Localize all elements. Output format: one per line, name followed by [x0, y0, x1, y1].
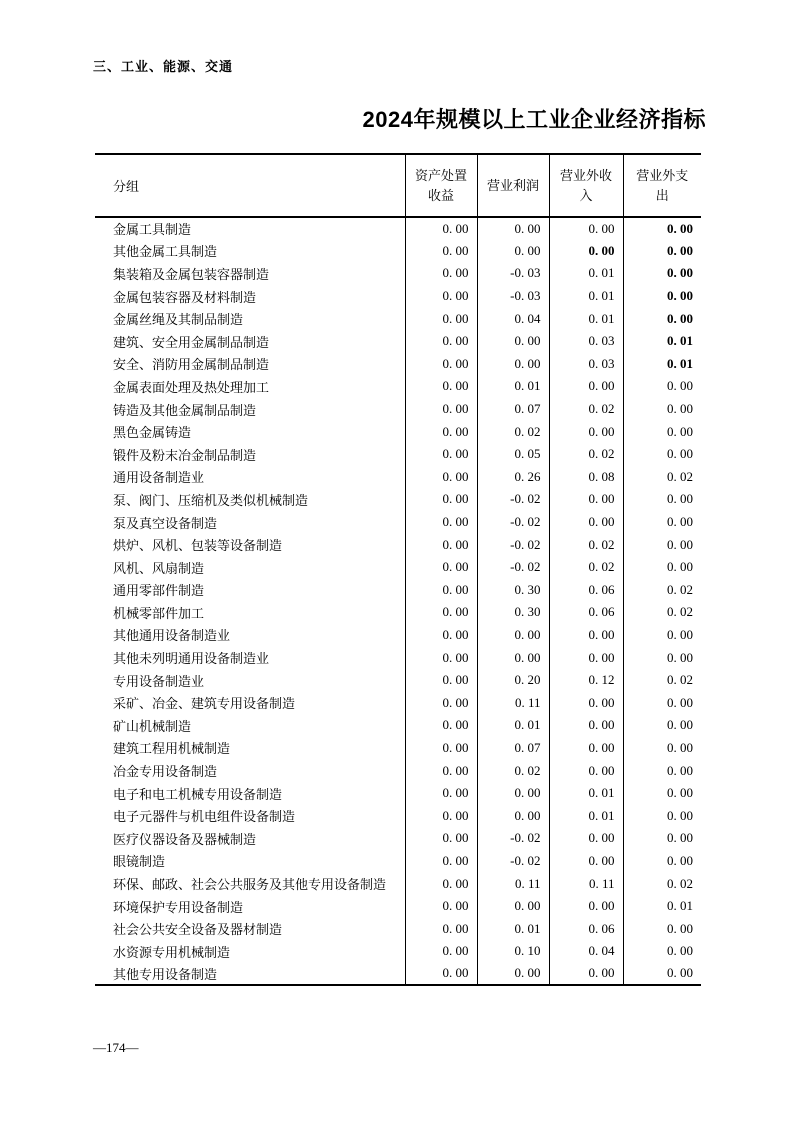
value-cell: 0. 00	[549, 691, 623, 714]
value-cell: 0. 00	[405, 556, 477, 579]
value-cell: 0. 00	[477, 646, 549, 669]
value-cell: 0. 00	[623, 646, 701, 669]
row-label: 环保、邮政、社会公共服务及其他专用设备制造	[113, 877, 387, 893]
row-label: 泵、阀门、压缩机及类似机械制造	[113, 492, 309, 508]
table-row	[95, 714, 701, 737]
value-cell: 0. 10	[477, 940, 549, 963]
value-cell: 0. 11	[549, 872, 623, 895]
table-row	[95, 759, 701, 782]
table-row	[95, 217, 701, 240]
value-cell: 0. 03	[549, 330, 623, 353]
table-row	[95, 737, 701, 760]
row-label: 金属包装容器及材料制造	[113, 289, 257, 305]
value-cell: 0. 00	[623, 511, 701, 534]
table-row	[95, 375, 701, 398]
table-row	[95, 827, 701, 850]
row-label: 社会公共安全设备及器材制造	[113, 922, 283, 938]
table-row	[95, 488, 701, 511]
table-row	[95, 872, 701, 895]
row-label: 通用零部件制造	[113, 583, 205, 599]
table-row	[95, 420, 701, 443]
table-row	[95, 895, 701, 918]
value-cell: 0. 00	[405, 285, 477, 308]
value-cell: 0. 02	[549, 443, 623, 466]
table-row	[95, 850, 701, 873]
row-label: 其他通用设备制造业	[113, 628, 231, 644]
value-cell: 0. 02	[477, 420, 549, 443]
column-header-asset-disposal-income: 资产处置收益	[405, 154, 477, 217]
value-cell: 0. 06	[549, 579, 623, 602]
row-label: 集装箱及金属包装容器制造	[113, 266, 270, 282]
table-row	[95, 398, 701, 421]
value-cell: 0. 00	[405, 624, 477, 647]
value-cell: 0. 00	[623, 917, 701, 940]
value-cell: -0. 02	[477, 850, 549, 873]
value-cell: 0. 00	[405, 240, 477, 263]
row-label: 建筑工程用机械制造	[113, 741, 231, 757]
value-cell: 0. 00	[477, 330, 549, 353]
value-cell: 0. 00	[549, 963, 623, 986]
value-cell: -0. 02	[477, 556, 549, 579]
row-label: 专用设备制造业	[113, 673, 205, 689]
value-cell: 0. 01	[477, 917, 549, 940]
value-cell: 0. 11	[477, 691, 549, 714]
table-row	[95, 330, 701, 353]
value-cell: 0. 06	[549, 601, 623, 624]
value-cell: -0. 03	[477, 262, 549, 285]
value-cell: 0. 00	[405, 353, 477, 376]
value-cell: 0. 00	[405, 398, 477, 421]
value-cell: 0. 02	[623, 466, 701, 489]
value-cell: 0. 00	[623, 714, 701, 737]
row-label: 机械零部件加工	[113, 605, 205, 621]
column-header-operating-profit: 营业利润	[477, 154, 549, 217]
table-row	[95, 533, 701, 556]
value-cell: 0. 04	[477, 307, 549, 330]
value-cell: 0. 00	[623, 940, 701, 963]
table-row	[95, 579, 701, 602]
value-cell: 0. 05	[477, 443, 549, 466]
value-cell: 0. 02	[477, 759, 549, 782]
value-cell: 0. 00	[623, 737, 701, 760]
value-cell: 0. 30	[477, 579, 549, 602]
value-cell: 0. 00	[623, 262, 701, 285]
value-cell: 0. 00	[549, 850, 623, 873]
value-cell: 0. 00	[405, 375, 477, 398]
value-cell: 0. 02	[549, 533, 623, 556]
value-cell: 0. 00	[405, 466, 477, 489]
value-cell: 0. 02	[623, 872, 701, 895]
value-cell: 0. 00	[549, 488, 623, 511]
table-row	[95, 804, 701, 827]
row-label: 眼镜制造	[113, 854, 166, 870]
value-cell: 0. 00	[623, 759, 701, 782]
value-cell: 0. 00	[405, 511, 477, 534]
indicators-table	[95, 153, 701, 986]
value-cell: 0. 00	[477, 624, 549, 647]
section-header: 三、工业、能源、交通	[93, 59, 234, 74]
row-label: 其他专用设备制造	[113, 966, 218, 982]
value-cell: 0. 00	[477, 895, 549, 918]
value-cell: 0. 00	[405, 782, 477, 805]
value-cell: 0. 01	[623, 353, 701, 376]
value-cell: 0. 00	[405, 895, 477, 918]
value-cell: 0. 00	[623, 217, 701, 240]
value-cell: 0. 01	[549, 782, 623, 805]
value-cell: 0. 00	[405, 872, 477, 895]
value-cell: 0. 06	[549, 917, 623, 940]
value-cell: 0. 07	[477, 398, 549, 421]
table-row	[95, 307, 701, 330]
value-cell: 0. 00	[623, 827, 701, 850]
row-label: 矿山机械制造	[113, 718, 192, 734]
value-cell: 0. 00	[477, 240, 549, 263]
row-label: 其他未列明通用设备制造业	[113, 651, 270, 667]
value-cell: 0. 00	[623, 398, 701, 421]
value-cell: 0. 00	[623, 375, 701, 398]
value-cell: 0. 00	[549, 827, 623, 850]
value-cell: 0. 00	[549, 759, 623, 782]
value-cell: 0. 00	[623, 307, 701, 330]
row-label: 电子元器件与机电组件设备制造	[113, 809, 296, 825]
value-cell: 0. 02	[623, 579, 701, 602]
row-label: 采矿、冶金、建筑专用设备制造	[113, 696, 296, 712]
value-cell: 0. 01	[549, 307, 623, 330]
value-cell: 0. 00	[405, 330, 477, 353]
value-cell: 0. 00	[623, 804, 701, 827]
table-row	[95, 240, 701, 263]
value-cell: 0. 00	[549, 375, 623, 398]
value-cell: 0. 04	[549, 940, 623, 963]
table-header	[95, 154, 701, 217]
value-cell: 0. 00	[405, 827, 477, 850]
value-cell: 0. 07	[477, 737, 549, 760]
value-cell: 0. 01	[623, 895, 701, 918]
value-cell: 0. 00	[477, 804, 549, 827]
value-cell: 0. 00	[405, 217, 477, 240]
value-cell: 0. 00	[623, 443, 701, 466]
value-cell: 0. 00	[477, 782, 549, 805]
value-cell: -0. 02	[477, 488, 549, 511]
table-row	[95, 466, 701, 489]
table-row	[95, 443, 701, 466]
row-label: 铸造及其他金属制品制造	[113, 402, 257, 418]
value-cell: 0. 00	[477, 353, 549, 376]
page-title: 2024年规模以上工业企业经济指标	[362, 107, 706, 132]
value-cell: 0. 00	[623, 420, 701, 443]
table-row	[95, 917, 701, 940]
value-cell: 0. 00	[405, 804, 477, 827]
value-cell: -0. 02	[477, 533, 549, 556]
value-cell: 0. 00	[549, 895, 623, 918]
value-cell: 0. 00	[405, 307, 477, 330]
table-row	[95, 556, 701, 579]
value-cell: 0. 00	[405, 669, 477, 692]
value-cell: 0. 00	[623, 240, 701, 263]
table-row	[95, 353, 701, 376]
value-cell: 0. 00	[405, 691, 477, 714]
value-cell: 0. 26	[477, 466, 549, 489]
value-cell: 0. 02	[623, 601, 701, 624]
value-cell: 0. 00	[405, 262, 477, 285]
table-row	[95, 691, 701, 714]
row-label: 金属表面处理及热处理加工	[113, 379, 270, 395]
row-label: 风机、风扇制造	[113, 560, 205, 576]
value-cell: 0. 00	[623, 556, 701, 579]
table-row	[95, 601, 701, 624]
value-cell: 0. 01	[623, 330, 701, 353]
value-cell: 0. 00	[477, 963, 549, 986]
row-label: 水资源专用机械制造	[113, 944, 231, 960]
value-cell: 0. 11	[477, 872, 549, 895]
value-cell: 0. 00	[623, 533, 701, 556]
value-cell: 0. 00	[477, 217, 549, 240]
value-cell: 0. 00	[405, 737, 477, 760]
value-cell: 0. 02	[549, 398, 623, 421]
value-cell: 0. 00	[405, 714, 477, 737]
table-row	[95, 782, 701, 805]
page-number: —174—	[93, 1040, 139, 1055]
column-header-non-operating-income: 营业外收入	[549, 154, 623, 217]
value-cell: 0. 00	[405, 646, 477, 669]
value-cell: 0. 00	[549, 511, 623, 534]
row-label: 通用设备制造业	[113, 470, 205, 486]
value-cell: 0. 00	[405, 759, 477, 782]
row-label: 烘炉、风机、包装等设备制造	[113, 538, 283, 554]
table-row	[95, 669, 701, 692]
row-label: 建筑、安全用金属制品制造	[113, 334, 270, 350]
header-row	[95, 154, 701, 217]
value-cell: 0. 00	[405, 579, 477, 602]
value-cell: 0. 00	[405, 443, 477, 466]
value-cell: 0. 03	[549, 353, 623, 376]
row-label: 泵及真空设备制造	[113, 515, 218, 531]
row-label: 电子和电工机械专用设备制造	[113, 786, 283, 802]
column-header-non-operating-expense: 营业外支出	[623, 154, 701, 217]
value-cell: 0. 00	[405, 963, 477, 986]
value-cell: 0. 01	[549, 285, 623, 308]
value-cell: -0. 02	[477, 827, 549, 850]
value-cell: 0. 00	[549, 624, 623, 647]
value-cell: 0. 00	[549, 420, 623, 443]
value-cell: 0. 20	[477, 669, 549, 692]
table-row	[95, 963, 701, 986]
value-cell: 0. 02	[549, 556, 623, 579]
value-cell: -0. 02	[477, 511, 549, 534]
value-cell: 0. 01	[549, 804, 623, 827]
value-cell: 0. 00	[405, 420, 477, 443]
value-cell: 0. 01	[477, 714, 549, 737]
value-cell: 0. 00	[405, 917, 477, 940]
value-cell: 0. 00	[405, 850, 477, 873]
value-cell: 0. 00	[623, 691, 701, 714]
column-header-group: 分组	[95, 154, 405, 217]
table-row	[95, 624, 701, 647]
value-cell: 0. 02	[623, 669, 701, 692]
row-label: 医疗仪器设备及器械制造	[113, 831, 257, 847]
table-row	[95, 646, 701, 669]
value-cell: 0. 00	[549, 646, 623, 669]
value-cell: 0. 00	[405, 533, 477, 556]
value-cell: -0. 03	[477, 285, 549, 308]
value-cell: 0. 08	[549, 466, 623, 489]
value-cell: 0. 00	[623, 285, 701, 308]
row-label: 其他金属工具制造	[113, 244, 218, 260]
value-cell: 0. 00	[623, 850, 701, 873]
value-cell: 0. 00	[549, 240, 623, 263]
value-cell: 0. 00	[549, 217, 623, 240]
table-row	[95, 940, 701, 963]
value-cell: 0. 00	[405, 601, 477, 624]
value-cell: 0. 12	[549, 669, 623, 692]
value-cell: 0. 00	[623, 488, 701, 511]
row-label: 锻件及粉末冶金制品制造	[113, 447, 257, 463]
value-cell: 0. 00	[405, 940, 477, 963]
value-cell: 0. 00	[549, 714, 623, 737]
table-body	[95, 217, 701, 985]
row-label: 黑色金属铸造	[113, 425, 192, 441]
table-row	[95, 262, 701, 285]
value-cell: 0. 01	[477, 375, 549, 398]
row-label: 安全、消防用金属制品制造	[113, 357, 270, 373]
value-cell: 0. 00	[623, 782, 701, 805]
row-label: 环境保护专用设备制造	[113, 899, 244, 915]
value-cell: 0. 00	[549, 737, 623, 760]
row-label: 冶金专用设备制造	[113, 764, 218, 780]
value-cell: 0. 00	[405, 488, 477, 511]
table-row	[95, 511, 701, 534]
value-cell: 0. 00	[623, 963, 701, 986]
value-cell: 0. 00	[623, 624, 701, 647]
row-label: 金属工具制造	[113, 222, 192, 238]
value-cell: 0. 01	[549, 262, 623, 285]
table-row	[95, 285, 701, 308]
value-cell: 0. 30	[477, 601, 549, 624]
row-label: 金属丝绳及其制品制造	[113, 312, 244, 328]
